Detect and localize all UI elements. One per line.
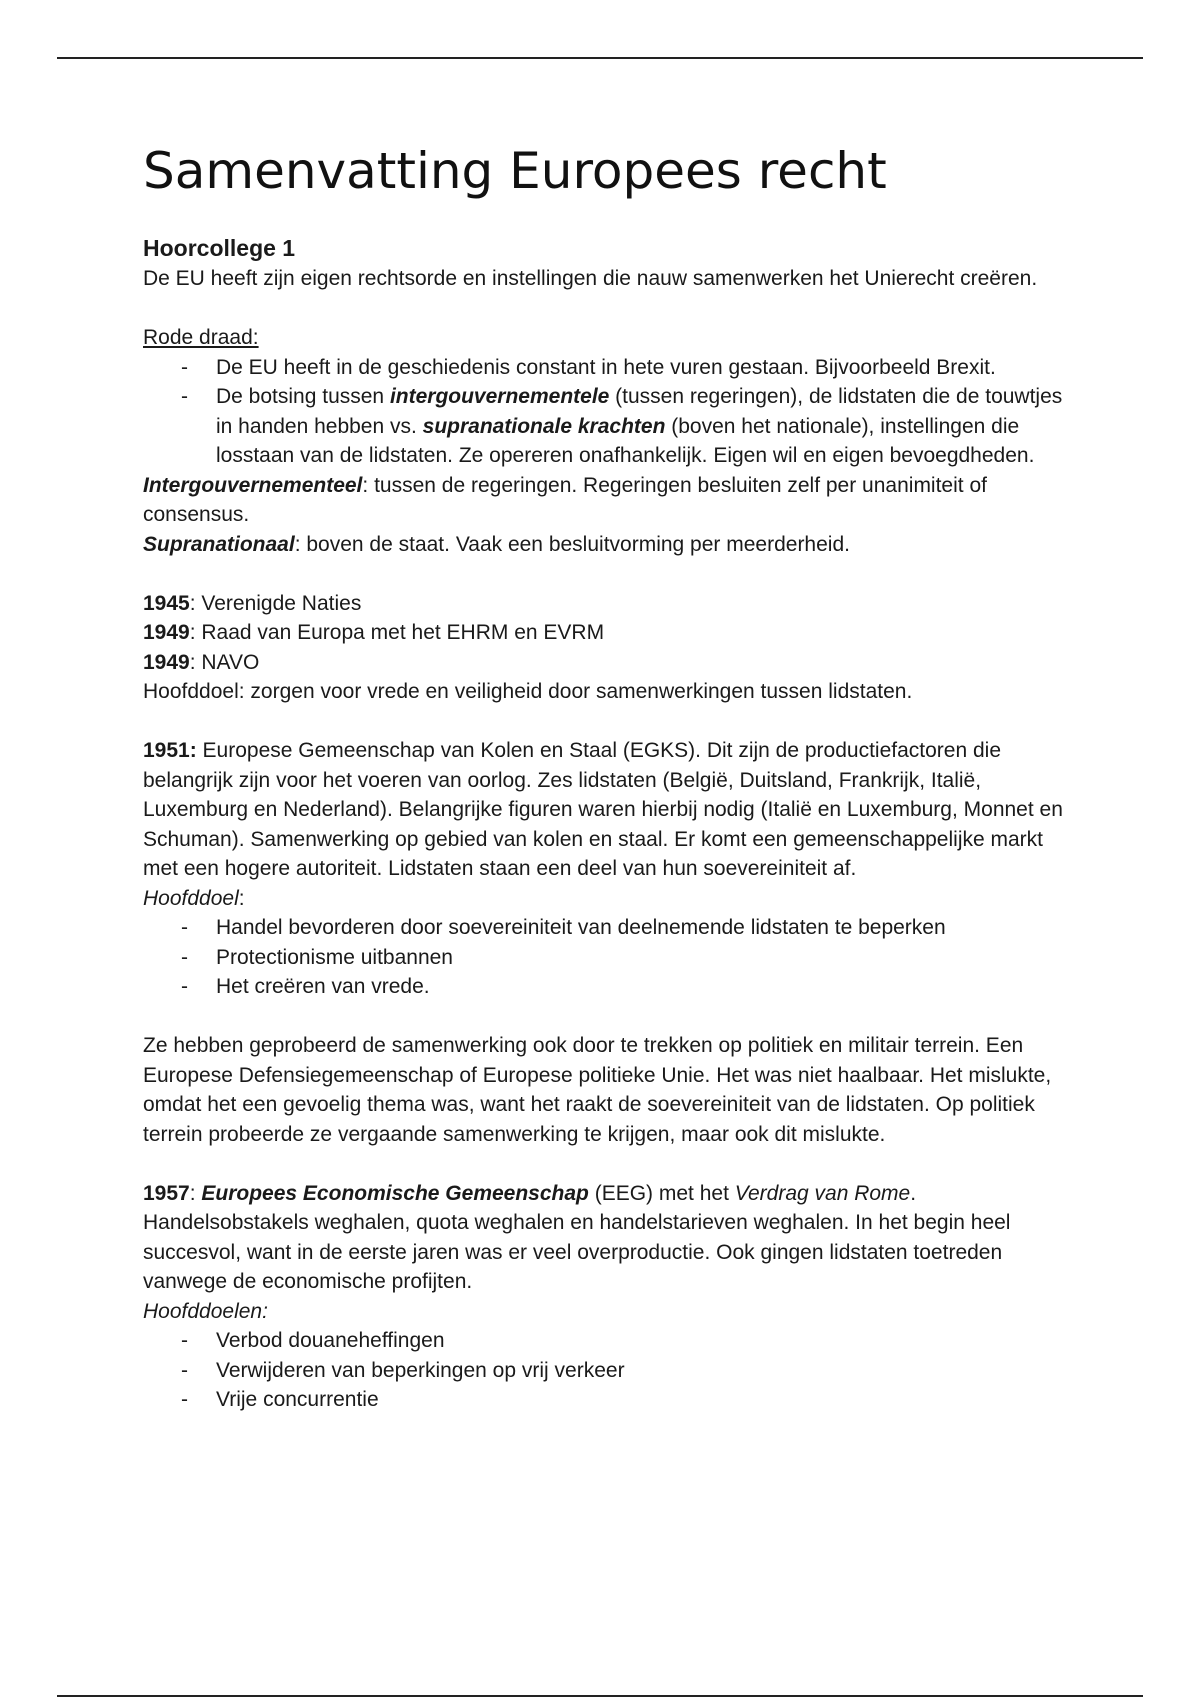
- section-heading: Hoorcollege 1: [143, 235, 296, 261]
- document-body: [143, 232, 1063, 1415]
- timeline-item: 1949: Raad van Europa met het EHRM en EVRM: [143, 621, 605, 644]
- eeg-goals-label: Hoofddoelen:: [143, 1299, 268, 1323]
- egks-goals-list: [143, 913, 1063, 1002]
- rode-draad-label: Rode draad:: [143, 326, 259, 349]
- list-item: - Het creëren van vrede.: [143, 972, 1063, 1002]
- political-paragraph: Ze hebben geprobeerd de samenwerking ook door te trekken op politiek en militair terrein. Een Europese Defensiegemeenschap of Europese politieke Unie. Het was niet haalbaar. Het mislukte, omdat het een gevoelig thema was, want het raakt de soevereiniteit van de lidstaten. Op politiek terrein probeerde ze vergaande samenwerking te krijgen, maar ook dit mislukte.: [143, 1034, 1052, 1146]
- rode-draad-list: [143, 353, 1063, 471]
- definition-intergouvernementeel: Intergouvernementeel: tussen de regeringen. Regeringen besluiten zelf per unanimiteit of consensus.: [143, 473, 987, 526]
- list-item: - Verbod douaneheffingen: [143, 1326, 1063, 1356]
- footer-rule: [57, 1695, 1143, 1697]
- list-item: - Verwijderen van beperkingen op vrij verkeer: [143, 1356, 1063, 1386]
- list-item: - Protectionisme uitbannen: [143, 943, 1063, 973]
- timeline-item: 1949: NAVO: [143, 650, 260, 674]
- list-item: - Vrije concurrentie: [143, 1385, 1063, 1415]
- intro-paragraph: De EU heeft zijn eigen rechtsorde en instellingen die nauw samenwerken het Unierecht creëren.: [143, 267, 1038, 290]
- list-item: - De botsing tussen intergouvernementele (tussen regeringen), de lidstaten die de touwtjes in handen hebben vs. supranationale krachten (boven het nationale), instellingen die losstaan van de lidstaten. Ze opereren onafhankelijk. Eigen wil en eigen bevoegdheden.: [143, 382, 1063, 471]
- timeline-item: 1945: Verenigde Naties: [143, 591, 362, 615]
- list-item: - De EU heeft in de geschiedenis constant in hete vuren gestaan. Bijvoorbeeld Brexit.: [143, 353, 1063, 383]
- hoofddoel-line: Hoofddoel: zorgen voor vrede en veiligheid door samenwerkingen tussen lidstaten.: [143, 680, 913, 703]
- list-item: - Handel bevorderen door soevereiniteit van deelnemende lidstaten te beperken: [143, 913, 1063, 943]
- eeg-goals-list: [143, 1326, 1063, 1415]
- document-title: Samenvatting Europees recht: [143, 142, 887, 200]
- definition-supranationaal: Supranationaal: boven de staat. Vaak een besluitvorming per meerderheid.: [143, 532, 850, 556]
- eeg-paragraph: 1957: Europees Economische Gemeenschap (EEG) met het Verdrag van Rome. Handelsobstakels weghalen, quota weghalen en handelstarieven weghalen. In het begin heel succesvol, want in de eerste jaren was er veel overproductie. Ook gingen lidstaten toetreden vanwege de economische profijten.: [143, 1181, 1011, 1293]
- egks-paragraph: 1951: Europese Gemeenschap van Kolen en Staal (EGKS). Dit zijn de productiefactoren die belangrijk zijn voor het voeren van oorlog. Zes lidstaten (België, Duitsland, Frankrijk, Italië, Luxemburg en Nederland). Belangrijke figuren waren hierbij nodig (Italië en Luxemburg, Monnet en Schuman). Samenwerking op gebied van kolen en staal. Er komt een gemeenschappelijke markt met een hogere autoriteit. Lidstaten staan een deel van hun soevereiniteit af.: [143, 739, 1063, 880]
- egks-goal-label: Hoofddoel:: [143, 886, 245, 910]
- document-page: [143, 140, 1063, 1415]
- header-rule: [57, 57, 1143, 59]
